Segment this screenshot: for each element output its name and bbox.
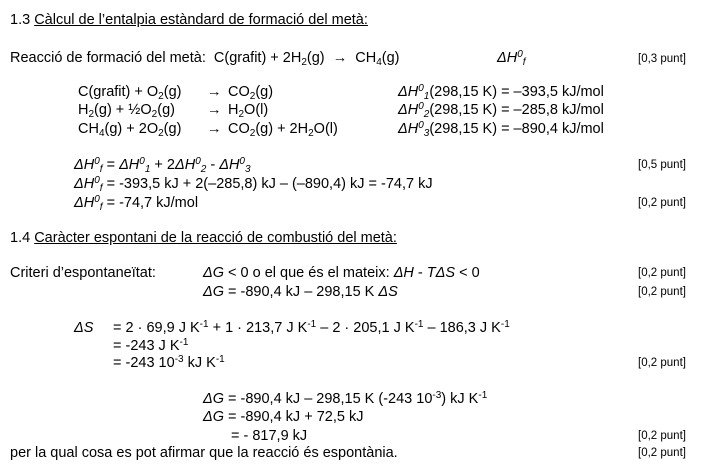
points-label: [0,2 punt] (638, 286, 686, 298)
superscript: -1 (478, 390, 488, 401)
criteri-line-1 (203, 266, 480, 281)
points-label: [0,2 punt] (638, 197, 686, 209)
subscript: f (522, 57, 526, 68)
t-delta-s: TΔS (426, 265, 456, 281)
superscript: 0 (94, 194, 100, 205)
superscript: 0 (418, 101, 424, 112)
text: + 1 · 213,7 J K (208, 320, 308, 336)
superscript: -1 (414, 319, 424, 330)
points-label: [0,3 punt] (638, 53, 686, 65)
criteri-line-2 (203, 285, 398, 300)
text: H (228, 102, 239, 118)
subscript: 2 (423, 109, 430, 120)
superscript: 0 (418, 120, 424, 131)
reaction-arrow: → (332, 50, 348, 66)
section-number: 1.3 (10, 12, 31, 28)
gibbs-line-3: = - 817,9 kJ (231, 428, 308, 444)
enthalpy-value: (298,15 K) = –890,4 kJ/mol (429, 121, 604, 137)
formation-reactants: C(grafit) + 2H (213, 50, 302, 66)
subscript: 2 (88, 109, 95, 120)
reaction-2-enthalpy (398, 103, 604, 118)
subscript: f (99, 202, 103, 213)
criteri-label: Criteri d’espontaneïtat: (10, 265, 156, 281)
text: (g) (163, 121, 182, 137)
conclusion-text: per la qual cosa es pot afirmar que la reacció és espontània. (10, 445, 398, 461)
superscript: 0 (139, 156, 145, 167)
delta-h: ΔH (398, 121, 419, 137)
points-label: [0,2 punt] (638, 267, 686, 279)
text: = 2 · 69,9 J K (113, 320, 200, 336)
subscript: 2 (249, 91, 256, 102)
text: = -74,7 kJ/mol (102, 195, 199, 211)
formation-product-state: (g) (381, 50, 400, 66)
hess-line-1 (74, 158, 251, 173)
delta-s: ΔS (74, 320, 94, 336)
entropy-label (74, 321, 93, 336)
subscript: 2 (301, 57, 307, 68)
delta-h: ΔH (119, 157, 140, 173)
entropy-line-2 (113, 339, 188, 354)
text: = -243 J K (113, 338, 180, 354)
formation-product: CH (355, 50, 377, 66)
section-number: 1.4 (10, 230, 31, 246)
reaction-arrow: → (207, 121, 222, 137)
subscript: 4 (98, 128, 105, 139)
superscript: -1 (179, 337, 189, 348)
text: - (206, 157, 220, 173)
delta-h: ΔH (219, 157, 240, 173)
points-label: [0,2 punt] (638, 357, 686, 369)
formation-reactants-state: (g) (306, 50, 325, 66)
superscript: 0 (94, 156, 100, 167)
subscript: 2 (158, 128, 164, 139)
points-label: [0,2 punt] (638, 430, 686, 442)
subscript: 2 (238, 109, 245, 120)
subscript: 1 (423, 91, 430, 102)
text: kJ K (183, 355, 216, 371)
delta-h: ΔH (74, 195, 95, 211)
formation-label: Reacció de formació del metà: (10, 50, 206, 66)
text: = (102, 157, 120, 173)
section-1-4-heading (10, 231, 397, 246)
superscript: 0 (418, 83, 424, 94)
subscript: 2 (308, 128, 314, 139)
text: CO (228, 121, 250, 137)
formation-enthalpy-symbol (497, 51, 526, 66)
entropy-line-3 (113, 356, 225, 371)
text: (g) (255, 84, 274, 100)
superscript: -3 (432, 390, 442, 401)
text: + 2 (150, 157, 175, 173)
gibbs-line-1 (203, 392, 487, 407)
section-title: Caràcter espontani de la reacció de combustió del metà: (34, 230, 397, 246)
text: (g) + 2O (104, 121, 159, 137)
delta-h: ΔH (74, 176, 95, 192)
superscript: 0 (239, 156, 245, 167)
text: = -393,5 kJ + 2(–285,8) kJ – (–890,4) kJ = -74,7 kJ (102, 176, 433, 192)
text: = -243 10 (113, 355, 175, 371)
delta-g: ΔG (203, 409, 225, 425)
subscript: 2 (151, 109, 158, 120)
subscript: f (99, 164, 103, 175)
reaction-2-rhs (228, 103, 268, 118)
reaction-3-rhs (228, 122, 338, 137)
text: = -890,4 kJ + 72,5 kJ (224, 409, 364, 425)
enthalpy-value: (298,15 K) = –393,5 kJ/mol (429, 84, 604, 100)
reaction-1-enthalpy (398, 85, 604, 100)
text: CO (228, 84, 250, 100)
text: O(l) (313, 121, 338, 137)
subscript: f (99, 183, 103, 194)
reaction-2-lhs (78, 103, 175, 118)
subscript: 3 (244, 164, 251, 175)
subscript: 2 (200, 164, 207, 175)
text: C(grafit) + O (78, 84, 159, 100)
reaction-arrow: → (207, 84, 222, 100)
delta-h: ΔH (398, 84, 419, 100)
subscript: 4 (376, 57, 382, 68)
delta-h: ΔH (398, 102, 419, 118)
enthalpy-value: (298,15 K) = –285,8 kJ/mol (429, 102, 604, 118)
points-label: [0,5 punt] (638, 159, 686, 171)
subscript: 2 (249, 128, 256, 139)
hess-line-2 (74, 177, 433, 192)
reaction-1-lhs (78, 85, 181, 100)
text: (g) + 2H (255, 121, 309, 137)
points-label: [0,2 punt] (638, 447, 686, 459)
delta-h: ΔH (497, 50, 518, 66)
text: H (78, 102, 89, 118)
text: – 2 · 205,1 J K (316, 320, 415, 336)
delta-g: ΔG (203, 265, 225, 281)
superscript: 0 (517, 49, 523, 60)
text: O(l) (244, 102, 269, 118)
section-1-3-heading (10, 13, 368, 28)
text: - (413, 265, 427, 281)
gibbs-line-2 (203, 410, 363, 425)
text: (g) (157, 102, 175, 118)
delta-s: ΔS (378, 284, 398, 300)
delta-h: ΔH (393, 265, 414, 281)
superscript: -1 (199, 319, 209, 330)
text: ) kJ K (441, 391, 479, 407)
text: (g) + ½O (94, 102, 152, 118)
formation-reaction-line (10, 51, 400, 66)
section-title: Càlcul de l’entalpia estàndard de formació del metà: (34, 12, 368, 28)
reaction-3-enthalpy (398, 122, 604, 137)
superscript: 0 (195, 156, 201, 167)
subscript: 3 (423, 128, 430, 139)
text: = -890,4 kJ – 298,15 K (224, 284, 379, 300)
delta-g: ΔG (203, 284, 225, 300)
text: < 0 (455, 265, 480, 281)
delta-g: ΔG (203, 391, 225, 407)
reaction-arrow: → (207, 102, 222, 118)
text: < 0 o el que és el mateix: (224, 265, 394, 281)
hess-line-3 (74, 196, 198, 211)
superscript: -1 (307, 319, 317, 330)
subscript: 1 (144, 164, 151, 175)
entropy-line-1 (113, 321, 510, 336)
reaction-3-lhs (78, 122, 181, 137)
superscript: -1 (215, 354, 225, 365)
subscript: 2 (158, 91, 164, 102)
text: CH (78, 121, 99, 137)
text: – 186,3 J K (423, 320, 501, 336)
superscript: 0 (94, 175, 100, 186)
delta-h: ΔH (74, 157, 95, 173)
text: = -890,4 kJ – 298,15 K (-243 10 (224, 391, 433, 407)
reaction-1-rhs (228, 85, 273, 100)
superscript: -1 (500, 319, 510, 330)
delta-h: ΔH (175, 157, 196, 173)
text: (g) (163, 84, 182, 100)
superscript: -3 (174, 354, 184, 365)
